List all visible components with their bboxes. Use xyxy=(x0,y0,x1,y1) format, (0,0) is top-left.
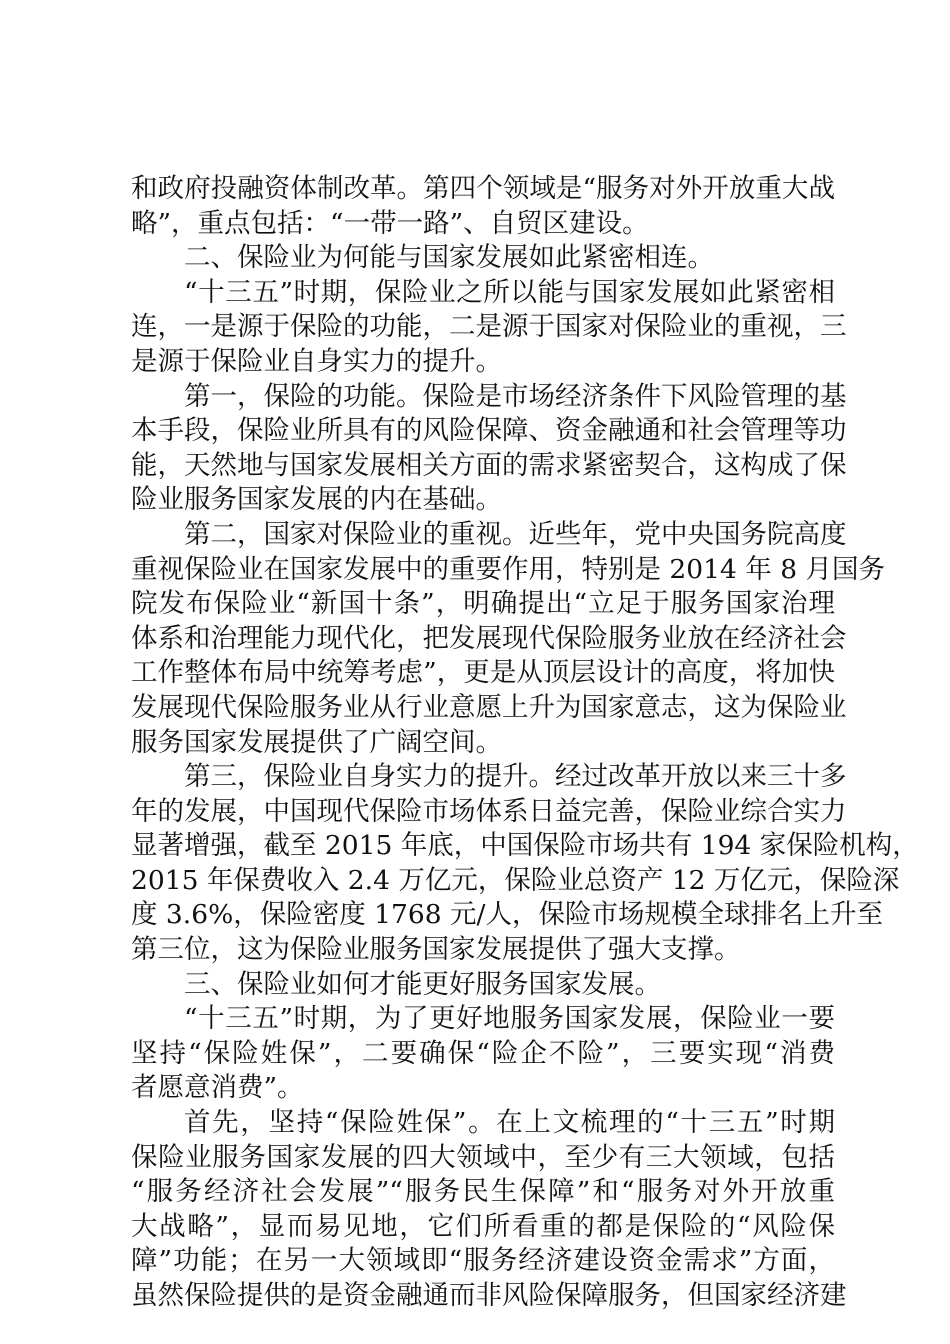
text-line: 障”功能；在另一大领域即“服务经济建设资金需求”方面， xyxy=(131,1245,835,1277)
text-line: 首先，坚持“保险姓保”。在上文梳理的“十三五”时期 xyxy=(184,1107,835,1139)
text-line: 连，一是源于保险的功能，二是源于国家对保险业的重视，三 xyxy=(131,311,847,343)
text-line: 2015 年保费收入 2.4 万亿元，保险业总资产 12 万亿元，保险深 xyxy=(131,864,900,896)
text-line: 是源于保险业自身实力的提升。 xyxy=(131,345,502,377)
text-line: 和政府投融资体制改革。第四个领域是“服务对外开放重大战 xyxy=(131,173,835,204)
text-line: 年的发展，中国现代保险市场体系日益完善，保险业综合实力 xyxy=(131,795,847,827)
text-line: 虽然保险提供的是资金融通而非风险保障服务，但国家经济建 xyxy=(131,1280,847,1311)
text-line: 坚持“保险姓保”，二要确保“险企不险”，三要实现“消费 xyxy=(131,1037,835,1069)
text-line: “服务经济社会发展”“服务民生保障”和“服务对外开放重 xyxy=(131,1176,835,1208)
text-line: 工作整体布局中统筹考虑”，更是从顶层设计的高度，将加快 xyxy=(131,657,835,689)
text-line: “十三五”时期，保险业之所以能与国家发展如此紧密相 xyxy=(184,276,835,308)
text-line: 三、保险业如何才能更好服务国家发展。 xyxy=(184,968,661,1000)
text-line: 者愿意消费”。 xyxy=(131,1072,304,1104)
text-line: 二、保险业为何能与国家发展如此紧密相连。 xyxy=(184,242,714,274)
text-line: 服务国家发展提供了广阔空间。 xyxy=(131,726,502,758)
text-line: 度 3.6%，保险密度 1768 元/人，保险市场规模全球排名上升至 xyxy=(131,899,883,931)
document-body xyxy=(131,172,919,1314)
text-line: 能，天然地与国家发展相关方面的需求紧密契合，这构成了保 xyxy=(131,449,847,481)
text-line: 第三，保险业自身实力的提升。经过改革开放以来三十多 xyxy=(184,761,847,793)
text-line: 保险业服务国家发展的四大领域中，至少有三大领域，包括 xyxy=(131,1141,835,1173)
text-line: 第三位，这为保险业服务国家发展提供了强大支撑。 xyxy=(131,934,741,966)
text-line: 院发布保险业“新国十条”，明确提出“立足于服务国家治理 xyxy=(131,588,835,620)
text-line: “十三五”时期，为了更好地服务国家发展，保险业一要 xyxy=(184,1003,835,1035)
text-line: 体系和治理能力现代化，把发展现代保险服务业放在经济社会 xyxy=(131,622,847,654)
text-line: 第二，国家对保险业的重视。近些年，党中央国务院高度 xyxy=(184,518,847,550)
text-line: 本手段，保险业所具有的风险保障、资金融通和社会管理等功 xyxy=(131,415,847,447)
text-line: 大战略”，显而易见地，它们所看重的都是保险的“风险保 xyxy=(131,1210,835,1242)
text-line: 显著增强，截至 2015 年底，中国保险市场共有 194 家保险机构， xyxy=(131,830,919,862)
text-line: 略”，重点包括：“一带一路”、自贸区建设。 xyxy=(131,207,649,239)
text-line: 险业服务国家发展的内在基础。 xyxy=(131,484,502,516)
text-line: 第一，保险的功能。保险是市场经济条件下风险管理的基 xyxy=(184,380,847,412)
text-line: 发展现代保险服务业从行业意愿上升为国家意志，这为保险业 xyxy=(131,691,847,723)
text-line: 重视保险业在国家发展中的重要作用，特别是 2014 年 8 月国务 xyxy=(131,553,885,585)
